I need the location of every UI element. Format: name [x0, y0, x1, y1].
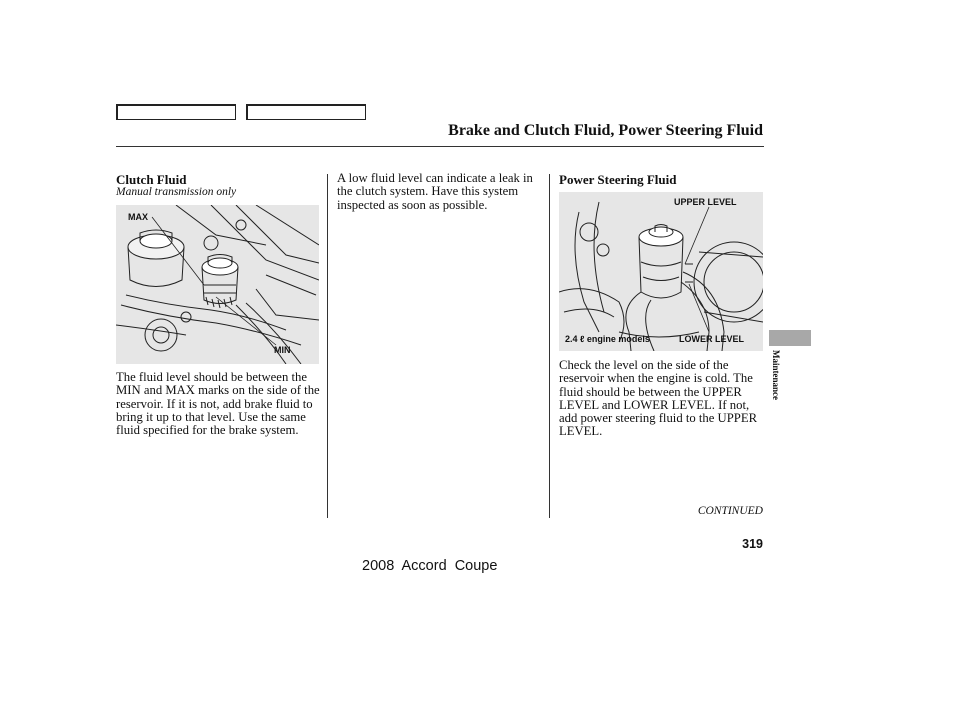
page-title: Brake and Clutch Fluid, Power Steering Fluid	[448, 122, 763, 139]
model-footer: 2008 Accord Coupe	[362, 558, 498, 574]
min-label: MIN	[274, 345, 291, 355]
clutch-leak-note: A low fluid level can indicate a leak in the clutch system. Have this system inspected as soon as possible.	[337, 171, 533, 212]
column-divider-right	[549, 174, 550, 518]
clutch-fluid-heading: Clutch Fluid	[116, 172, 187, 187]
power-steering-illustration	[559, 192, 763, 351]
clutch-reservoir-drawing	[116, 205, 319, 364]
page-number: 319	[742, 537, 763, 551]
side-section-label: Maintenance	[771, 350, 781, 400]
header-rule	[116, 146, 764, 147]
engine-models-label: 2.4 ℓ engine models	[565, 334, 650, 344]
column-divider-left	[327, 174, 328, 518]
clutch-reservoir-illustration	[116, 205, 319, 364]
max-label: MAX	[128, 212, 148, 222]
power-steering-body: Check the level on the side of the reservoir when the engine is cold. The fluid should be between the UPPER LEVEL and LOWER LEVEL. If not, add power steering fluid to the UPPER LEVEL.	[559, 358, 758, 439]
header-tab-box-2	[246, 104, 366, 120]
side-section-tab	[769, 330, 811, 346]
continued-label: CONTINUED	[697, 505, 763, 517]
clutch-fluid-body: The fluid level should be between the MIN and MAX marks on the side of the reservoir. If it is not, add brake fluid to bring it up to that level. Use the same fluid specified for the brake system.	[116, 370, 320, 438]
upper-level-label: UPPER LEVEL	[674, 197, 737, 207]
clutch-fluid-subheading: Manual transmission only	[116, 186, 237, 198]
power-steering-drawing	[559, 192, 763, 351]
header-tab-box-1	[116, 104, 236, 120]
power-steering-heading: Power Steering Fluid	[559, 172, 677, 187]
lower-level-label: LOWER LEVEL	[679, 334, 744, 344]
